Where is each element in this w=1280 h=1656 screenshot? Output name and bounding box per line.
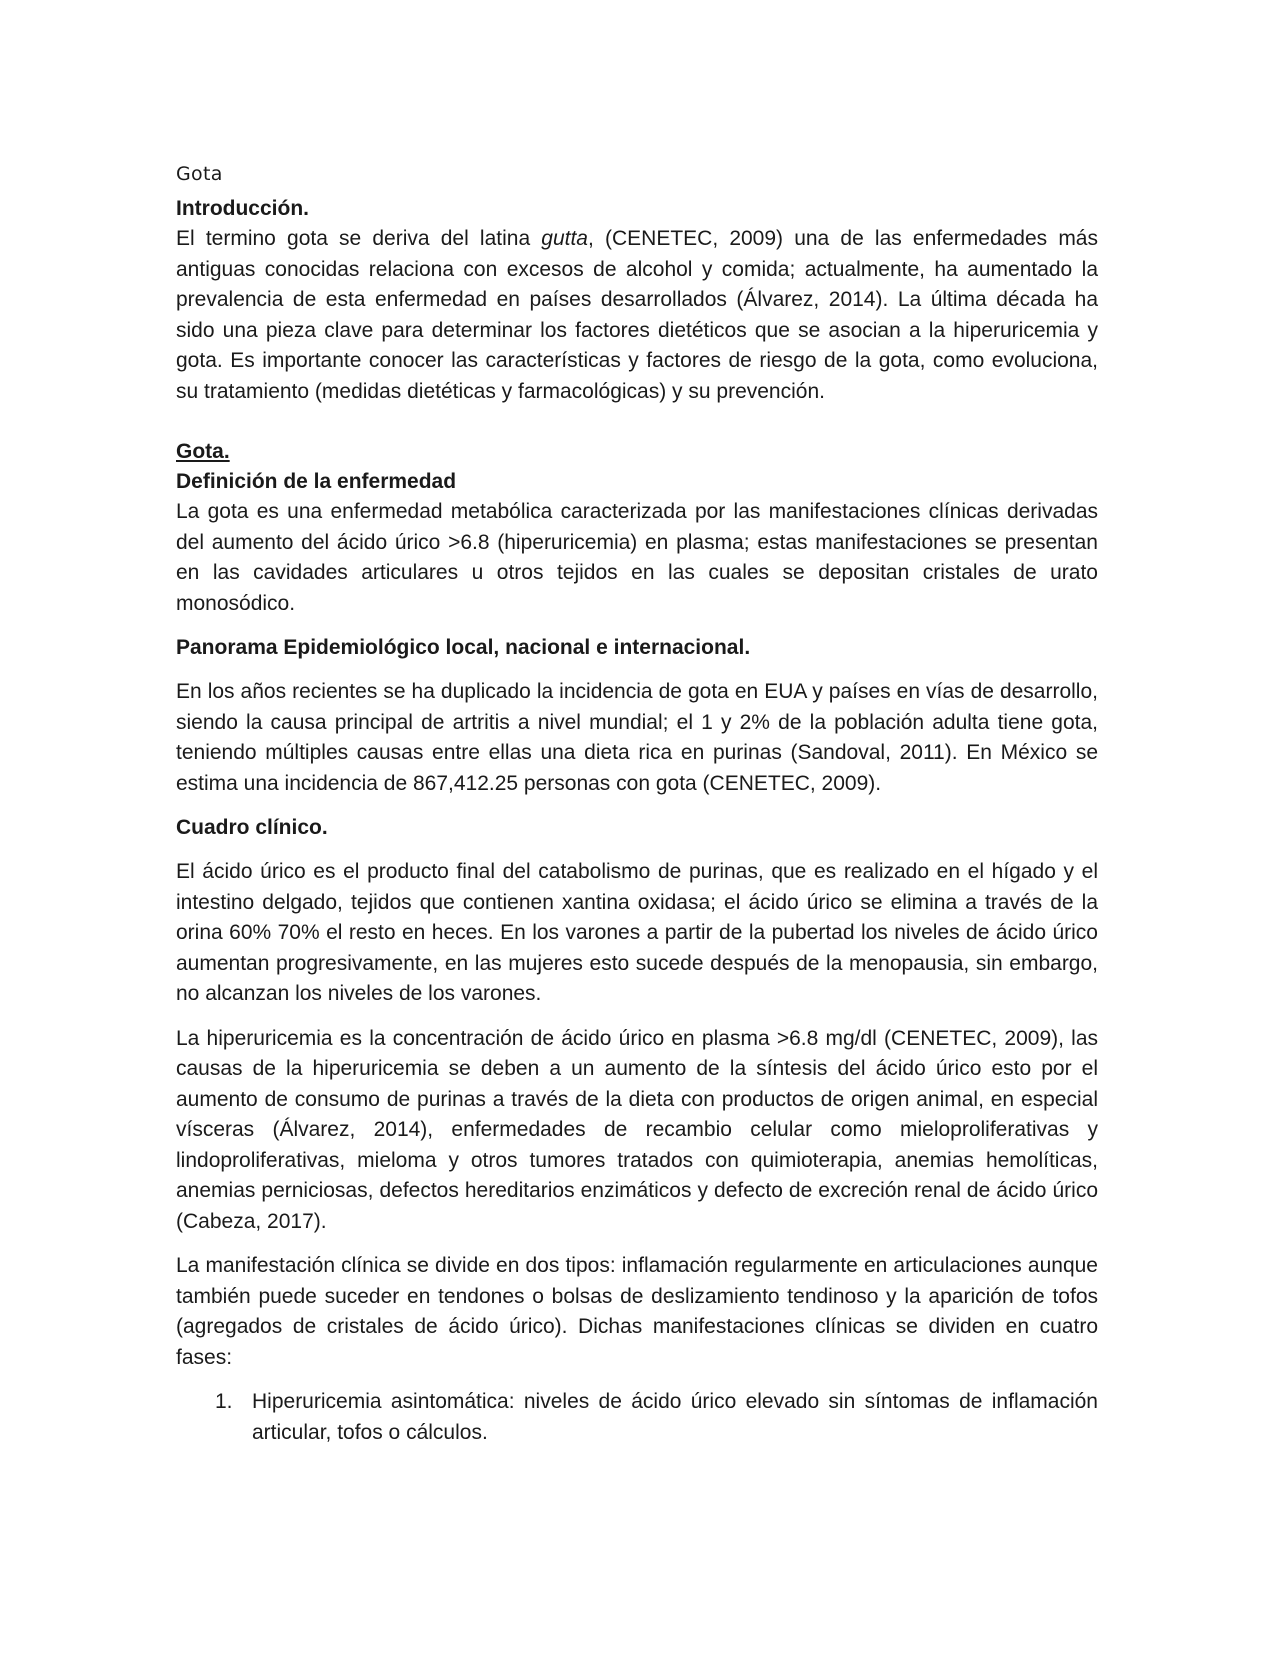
definition-heading: Definición de la enfermedad bbox=[176, 470, 457, 493]
spacer bbox=[176, 619, 1098, 633]
intro-heading: Introducción. bbox=[176, 197, 309, 220]
definition-paragraph: La gota es una enfermedad metabólica caracterizada por las manifestaciones clínicas derivadas del aumento del ácido úrico >6.8 (hiperuricemia) en plasma; estas manifestaciones se presentan en las cavidades articulares u otros tejidos en las cuales se depositan cristales de urato monosódico. bbox=[176, 500, 1098, 615]
list-item-number: 1. bbox=[215, 1390, 233, 1413]
phases-list bbox=[176, 1387, 1098, 1448]
epidemiology-paragraph: En los años recientes se ha duplicado la incidencia de gota en EUA y países en vías de desarrollo, siendo la causa principal de artritis a nivel mundial; el 1 y 2% de la población adulta tiene gota, teniendo múltiples causas entre ellas una dieta rica en purinas (Sandoval, 2011). En México se estima una incidencia de 867,412.25 personas con gota (CENETEC, 2009). bbox=[176, 680, 1098, 795]
clinical-heading: Cuadro clínico. bbox=[176, 816, 328, 839]
intro-paragraph bbox=[176, 224, 1098, 407]
spacer bbox=[176, 799, 1098, 813]
epidemiology-heading: Panorama Epidemiológico local, nacional e internacional. bbox=[176, 636, 751, 659]
spacer bbox=[176, 663, 1098, 677]
document-page bbox=[176, 160, 1098, 1448]
spacer bbox=[176, 407, 1098, 437]
spacer bbox=[176, 843, 1098, 857]
clinical-paragraph-1: El ácido úrico es el producto final del catabolismo de purinas, que es realizado en el hígado y el intestino delgado, tejidos que contienen xantina oxidasa; el ácido úrico se elimina a través de la orina 60% 70% el resto en heces. En los varones a partir de la pubertad los niveles de ácido úrico aumentan progresivamente, en las mujeres esto sucede después de la menopausia, sin embargo, no alcanzan los niveles de los varones. bbox=[176, 860, 1098, 1005]
intro-text-rest: , (CENETEC, 2009) una de las enfermedades más antiguas conocidas relaciona con excesos de alcohol y comida; actualmente, ha aumentado la prevalencia de esta enfermedad en países desarrollados (Álvarez, 2014). La última década ha sido una pieza clave para determinar los factores dietéticos que se asocian a la hiperuricemia y gota. Es importante conocer las características y factores de riesgo de la gota, como evoluciona, su tratamiento (medidas dietéticas y farmacológicas) y su prevención. bbox=[176, 227, 1098, 403]
spacer bbox=[176, 1237, 1098, 1251]
intro-text-start: El termino gota se deriva del latina bbox=[176, 227, 542, 250]
list-item bbox=[176, 1387, 1098, 1448]
clinical-paragraph-3: La manifestación clínica se divide en dos tipos: inflamación regularmente en articulaciones aunque también puede suceder en tendones o bolsas de deslizamiento tendinoso y la aparición de tofos (agregados de cristales de ácido úrico). Dichas manifestaciones clínicas se dividen en cuatro fases: bbox=[176, 1254, 1098, 1369]
clinical-paragraph-2: La hiperuricemia es la concentración de ácido úrico en plasma >6.8 mg/dl (CENETEC, 2009), las causas de la hiperuricemia se deben a un aumento de la síntesis del ácido úrico esto por el aumento de consumo de purinas a través de la dieta con productos de origen animal, en especial vísceras (Álvarez, 2014), enfermedades de recambio celular como mieloproliferativas y lindoproliferativas, mieloma y otros tumores tratados con quimioterapia, anemias hemolíticas, anemias perniciosas, defectos hereditarios enzimáticos y defecto de excreción renal de ácido úrico (Cabeza, 2017). bbox=[176, 1026, 1098, 1233]
spacer bbox=[176, 1373, 1098, 1387]
document-title: Gota bbox=[176, 163, 223, 185]
spacer bbox=[176, 1010, 1098, 1024]
list-item-text: Hiperuricemia asintomática: niveles de ácido úrico elevado sin síntomas de inflamación articular, tofos o cálculos. bbox=[252, 1390, 1098, 1444]
intro-text-latin-term: gutta bbox=[541, 227, 588, 250]
gota-heading: Gota. bbox=[176, 440, 230, 463]
